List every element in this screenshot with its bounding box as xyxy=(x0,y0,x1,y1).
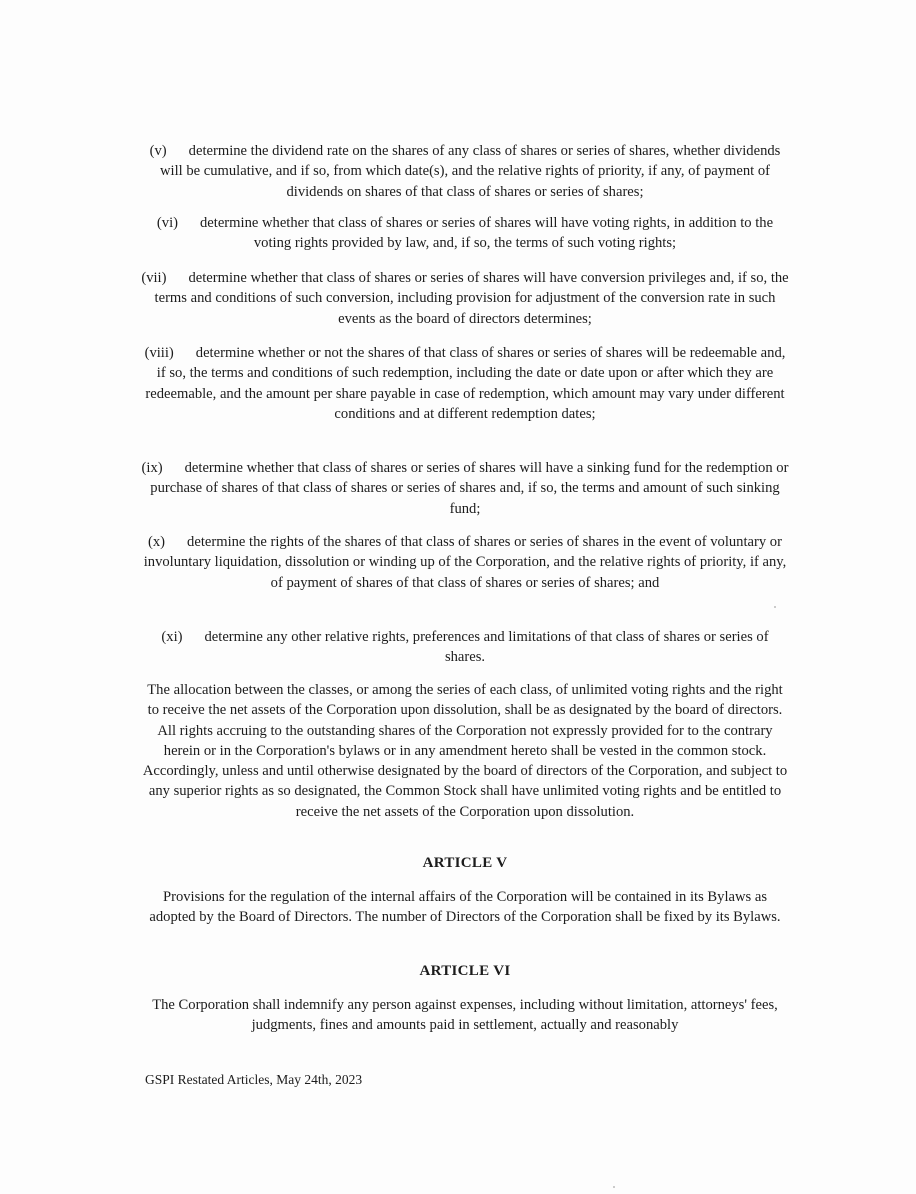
article-v-text: Provisions for the regulation of the internal affairs of the Corporation will be contained in its Bylaws as adopted by the Board of Directors. The number of Directors of the Corporation shall be fixed by its Bylaws. xyxy=(149,889,781,926)
allocation-paragraph: The allocation between the classes, or among the series of each class, of unlimited voting rights and the right to receive the net assets of the Corporation upon dissolution, shall be as designated by the board of directors. All rights accruing to the outstanding shares of the Corporation not expressly provided for to the contrary herein or in the Corporation's bylaws or in any amendment hereto shall be vested in the common stock. Accordingly, unless and until otherwise designated by the board of directors of the Corporation, and subject to any superior rights as so designated, the Common Stock shall have unlimited voting rights and be entitled to receive the net assets of the Corporation upon dissolution. xyxy=(142,682,788,820)
item-number: (xi) xyxy=(161,629,183,645)
item-number: (vii) xyxy=(141,270,167,286)
scan-speck xyxy=(613,1186,615,1188)
item-number: (ix) xyxy=(141,460,163,476)
item-number: (v) xyxy=(149,143,167,159)
item-number: (vi) xyxy=(156,215,178,231)
page-footer: GSPI Restated Articles, May 24th, 2023 xyxy=(145,1072,363,1087)
item-text: determine whether that class of shares or series of shares will have voting rights, in addition to the voting rights provided by law, and, if so, the terms of such voting rights; xyxy=(200,215,774,252)
article-vi-heading: ARTICLE VI xyxy=(419,963,511,979)
item-text: determine any other relative rights, preferences and limitations of that class of shares or series of shares. xyxy=(204,629,769,666)
item-number: (x) xyxy=(148,534,166,550)
item-text: determine the rights of the shares of that class of shares or series of shares in the event of voluntary or involuntary liquidation, dissolution or winding up of the Corporation, and the relative rights of priority, if any, of payment of shares of that class of shares or series of shares; and xyxy=(143,534,787,591)
article-vi-text: The Corporation shall indemnify any person against expenses, including without limitation, attorneys' fees, judgments, fines and amounts paid in settlement, actually and reasonably xyxy=(152,997,778,1034)
item-number: (viii) xyxy=(144,345,174,361)
item-v xyxy=(140,141,790,202)
item-ix xyxy=(140,458,790,519)
item-vii xyxy=(140,268,790,329)
item-viii xyxy=(140,343,790,424)
scan-speck xyxy=(774,606,776,608)
item-text: determine whether that class of shares or series of shares will have conversion privileges and, if so, the terms and conditions of such conversion, including provision for adjustment of the conversion rate in such events as the board of directors determines; xyxy=(154,270,789,327)
article-v-heading: ARTICLE V xyxy=(422,855,508,871)
item-vi xyxy=(140,213,790,254)
item-x xyxy=(140,532,790,593)
item-text: determine the dividend rate on the shares of any class of shares or series of shares, whether dividends will be cumulative, and if so, from which date(s), and the relative rights of priority, if any, of payment of dividends on shares of that class of shares or series of shares; xyxy=(159,143,781,200)
item-xi xyxy=(140,627,790,668)
item-text: determine whether or not the shares of that class of shares or series of shares will be redeemable and, if so, the terms and conditions of such redemption, including the date or date upon or after which they are redeemable, and the amount per share payable in case of redemption, which amount may vary under different conditions and at different redemption dates; xyxy=(145,345,786,422)
item-text: determine whether that class of shares or series of shares will have a sinking fund for the redemption or purchase of shares of that class of shares or series of shares and, if so, the terms and amount of such sinking fund; xyxy=(150,460,789,517)
